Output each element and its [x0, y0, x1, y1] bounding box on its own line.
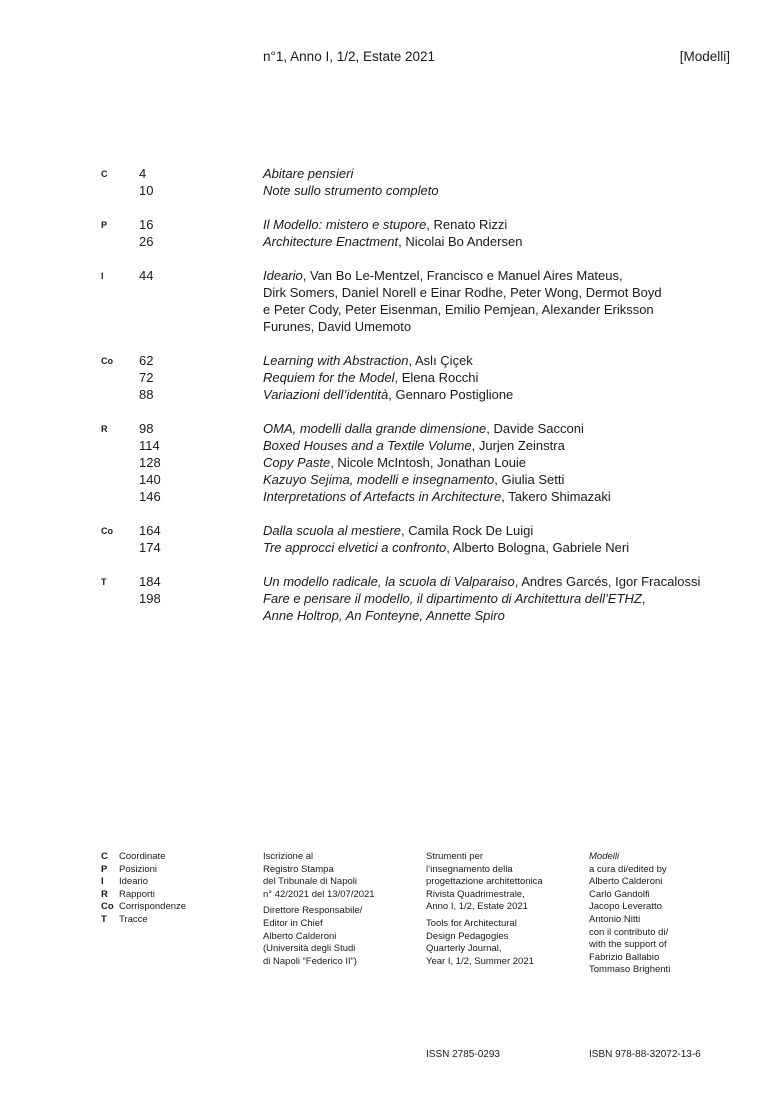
- legend-item: [101, 876, 186, 889]
- toc-entry: [263, 488, 611, 505]
- toc-row: [0, 233, 781, 250]
- toc-section-code: C: [101, 169, 108, 179]
- toc-entry-authors: , Camila Rock De Luigi: [401, 523, 534, 538]
- toc-entry-authors: , Renato Rizzi: [426, 217, 508, 232]
- toc-entry-authors: , Davide Sacconi: [486, 421, 584, 436]
- toc-row: [0, 590, 781, 607]
- toc-entry-authors: , Gennaro Postiglione: [388, 387, 514, 402]
- legend-label: Coordinate: [119, 851, 166, 862]
- editor-in-chief-line: Editor in Chief: [263, 917, 323, 929]
- toc-page-number: 4: [139, 166, 147, 181]
- toc-entry-title: Kazuyo Sejima, modelli e insegnamento: [263, 472, 495, 487]
- toc-entry-title: Il Modello: mistero e stupore: [263, 217, 427, 232]
- editor-in-chief-line: Alberto Calderoni: [263, 930, 337, 942]
- toc-entry: [263, 573, 700, 590]
- registration-line: n° 42/2021 del 13/07/2021: [263, 888, 375, 900]
- issue-info: n°1, Anno I, 1/2, Estate 2021: [263, 49, 436, 64]
- editor-line: Alberto Calderoni: [589, 876, 663, 888]
- toc-entry: [263, 454, 526, 471]
- toc-entry-authors: Furunes, David Umemoto: [263, 319, 412, 334]
- toc-section-code: Co: [101, 526, 113, 536]
- journal-column: [426, 851, 543, 968]
- toc-entry-authors: , Nicolai Bo Andersen: [398, 234, 523, 249]
- journal-line: Anno I, 1/2, Estate 2021: [426, 901, 528, 913]
- editor-line: con il contributo di/: [589, 926, 669, 938]
- toc-entry-continuation: [263, 284, 662, 301]
- journal-line-en: Tools for Architectural: [426, 917, 517, 929]
- toc-row: [0, 454, 781, 471]
- toc-entry-authors: , Van Bo Le-Mentzel, Francisco e Manuel Aires Mateus,: [302, 268, 623, 283]
- toc-page-number: 146: [139, 489, 161, 504]
- legend-code: C: [101, 851, 108, 862]
- toc-entry-authors: Dirk Somers, Daniel Norell e Einar Rodhe, Peter Wong, Dermot Boyd: [263, 285, 662, 300]
- registration-line: Iscrizione al: [263, 851, 314, 862]
- toc-entry: [263, 437, 565, 454]
- toc-page-number: 16: [139, 217, 154, 232]
- legend-code: Co: [101, 901, 114, 913]
- toc-entry-continuation: [263, 318, 411, 335]
- toc-row: [0, 420, 781, 437]
- toc-entry-title: Dalla scuola al mestiere: [263, 523, 402, 538]
- toc-row: [0, 182, 781, 199]
- registration-line: del Tribunale di Napoli: [263, 876, 358, 888]
- journal-line-en: Year I, 1/2, Summer 2021: [426, 955, 534, 967]
- toc-row: [0, 369, 781, 386]
- toc-entry-continuation: [263, 301, 654, 318]
- toc-entry: [263, 267, 623, 284]
- registration-line: Registro Stampa: [263, 863, 334, 875]
- toc-page-number: 98: [139, 421, 154, 436]
- toc-entry-title: Architecture Enactment: [263, 234, 399, 249]
- toc-entry-title: Note sullo strumento completo: [263, 183, 439, 198]
- toc-entry-authors: , Giulia Setti: [494, 472, 565, 487]
- toc-section-code: T: [101, 577, 107, 587]
- toc-entry: [263, 352, 473, 369]
- toc-entry-title: Ideario: [263, 268, 303, 283]
- editor-in-chief-line: di Napoli “Federico II”): [263, 955, 357, 967]
- legend-label: Rapporti: [119, 888, 155, 900]
- journal-line: Rivista Quadrimestrale,: [426, 888, 525, 900]
- legend-label: Tracce: [119, 913, 148, 925]
- toc-entry-title: Fare e pensare il modello, il dipartimento di Architettura dell’ETHZ: [263, 591, 642, 606]
- legend-item: [101, 914, 186, 927]
- isbn: ISBN 978-88-32072-13-6: [589, 1049, 701, 1060]
- editor-line: Fabrizio Ballabio: [589, 951, 660, 963]
- toc-entry-authors: , Takero Shimazaki: [501, 489, 611, 504]
- issue-title: Modelli: [589, 851, 620, 862]
- toc-entry-authors: , Aslı Çiçek: [408, 353, 473, 368]
- toc-page-number: 114: [139, 438, 160, 453]
- toc-row: [0, 539, 781, 556]
- toc-page-number: 10: [139, 183, 154, 198]
- toc-row: [0, 437, 781, 454]
- journal-line-en: Design Pedagogies: [426, 930, 509, 942]
- toc-entry-continuation: [263, 607, 505, 624]
- legend-item: [101, 901, 186, 914]
- toc-entry-title: Variazioni dell’identità: [263, 387, 389, 402]
- legend-code: R: [101, 888, 108, 900]
- toc-page-number: 62: [139, 353, 154, 368]
- toc-entry: [263, 539, 629, 556]
- section-legend: [101, 851, 186, 927]
- editor-in-chief-line: (Università degli Studi: [263, 943, 356, 955]
- toc-page-number: 184: [139, 574, 161, 589]
- legend-code: P: [101, 863, 108, 875]
- journal-line-en: Quarterly Journal,: [426, 943, 502, 955]
- editor-in-chief-line: Direttore Responsabile/: [263, 905, 363, 917]
- toc-section-code: Co: [101, 356, 113, 366]
- toc-section-code: R: [101, 424, 108, 434]
- toc-row: [0, 216, 781, 233]
- toc-section-code: P: [101, 220, 108, 230]
- editor-line: a cura di/edited by: [589, 863, 667, 875]
- toc-row: [0, 573, 781, 590]
- toc-row: [0, 386, 781, 403]
- legend-item: [101, 851, 186, 864]
- toc-page-number: 72: [139, 370, 154, 385]
- toc-page-number: 26: [139, 234, 154, 249]
- toc-page-number: 140: [139, 472, 161, 487]
- toc-page-number: 198: [139, 591, 161, 606]
- editor-line: Jacopo Leveratto: [589, 901, 662, 913]
- toc-page-number: 164: [139, 523, 161, 538]
- toc-entry-title: Interpretations of Artefacts in Architecture: [263, 489, 502, 504]
- toc-entry-authors: , Jurjen Zeinstra: [471, 438, 565, 453]
- toc-entry-title: OMA, modelli dalla grande dimensione: [263, 421, 487, 436]
- toc-entry-title: Anne Holtrop, An Fonteyne, Annette Spiro: [263, 608, 505, 623]
- toc-entry: [263, 522, 533, 539]
- legend-item: [101, 889, 186, 902]
- toc-page-number: 88: [139, 387, 154, 402]
- toc-entry-title: Boxed Houses and a Textile Volume: [263, 438, 472, 453]
- toc-entry-authors: ,: [641, 591, 646, 606]
- legend-label: Posizioni: [119, 863, 158, 875]
- toc-entry: [263, 216, 507, 233]
- legend-label: Ideario: [119, 876, 149, 888]
- toc-entry: [263, 590, 645, 607]
- toc-entry: [263, 165, 353, 182]
- toc-entry: [263, 420, 584, 437]
- legend-code: I: [101, 876, 104, 888]
- toc-entry-title: Learning with Abstraction: [263, 353, 409, 368]
- series-title: [Modelli]: [679, 49, 730, 64]
- legend-item: [101, 864, 186, 877]
- toc-entry: [263, 369, 478, 386]
- toc-page-number: 174: [139, 540, 161, 555]
- toc-entry-title: Copy Paste: [263, 455, 331, 470]
- toc-entry-title: Un modello radicale, la scuola di Valparaiso: [263, 574, 515, 589]
- journal-line: Strumenti per: [426, 851, 484, 862]
- toc-section-code: I: [101, 271, 104, 281]
- issn: ISSN 2785-0293: [426, 1049, 500, 1060]
- toc-entry-authors: , Alberto Bologna, Gabriele Neri: [446, 540, 630, 555]
- editor-line: Tommaso Brighenti: [589, 964, 671, 976]
- toc-entry-title: Requiem for the Model: [263, 370, 395, 385]
- toc-row: [0, 522, 781, 539]
- editor-line: Carlo Gandolfi: [589, 888, 650, 900]
- toc-entry: [263, 182, 439, 199]
- toc-entry-authors: , Elena Rocchi: [394, 370, 479, 385]
- editor-line: with the support of: [589, 939, 667, 951]
- toc-entry-authors: e Peter Cody, Peter Eisenman, Emilio Pemjean, Alexander Eriksson: [263, 302, 654, 317]
- registration-column: [263, 851, 375, 968]
- legend-label: Corrispondenze: [119, 901, 187, 913]
- legend-code: T: [101, 913, 107, 925]
- toc-row: [0, 267, 781, 284]
- toc-page-number: 128: [139, 455, 161, 470]
- toc-entry-authors: , Andres Garcés, Igor Fracalossi: [514, 574, 701, 589]
- toc-entry-title: Abitare pensieri: [263, 166, 354, 181]
- toc-entry: [263, 233, 522, 250]
- toc-page-number: 44: [139, 268, 154, 283]
- toc-row: [0, 471, 781, 488]
- editors-column: [589, 851, 670, 977]
- editor-line: Antonio Nitti: [589, 913, 641, 925]
- journal-line: l’insegnamento della: [426, 863, 513, 875]
- toc-row: [0, 352, 781, 369]
- journal-line: progettazione architettonica: [426, 876, 543, 888]
- toc-row: [0, 165, 781, 182]
- toc-entry-authors: , Nicole McIntosh, Jonathan Louie: [330, 455, 527, 470]
- toc-entry: [263, 471, 564, 488]
- toc-entry: [263, 386, 513, 403]
- toc-entry-title: Tre approcci elvetici a confronto: [263, 540, 447, 555]
- toc-row: [0, 488, 781, 505]
